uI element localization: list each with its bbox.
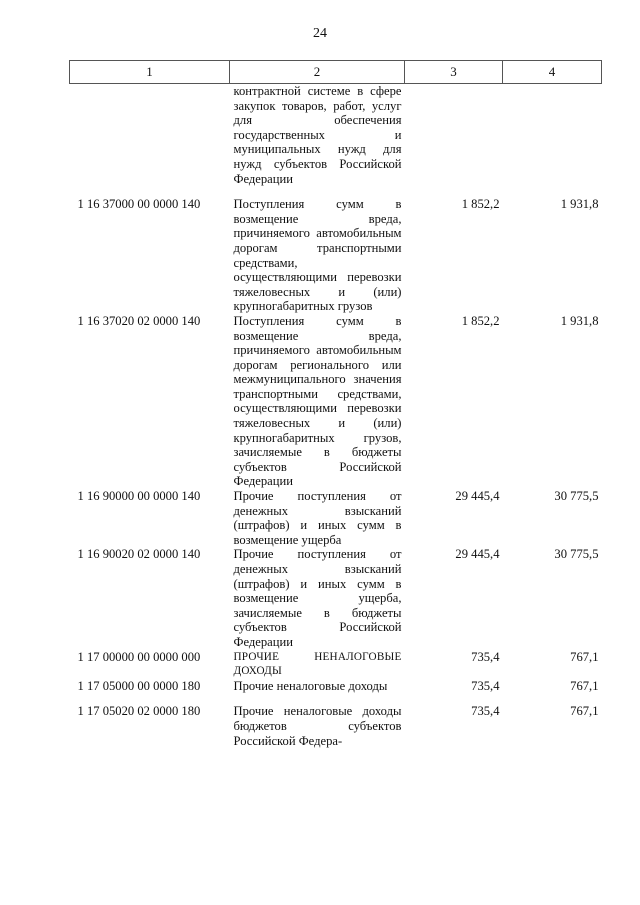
table-row <box>70 84 602 198</box>
header-col-1: 1 <box>70 61 230 84</box>
table-row <box>70 197 602 314</box>
row-name: Прочие поступления от денежных взысканий (штрафов) и иных сумм в возмещение ущерба, зачисляемые в бюджеты субъектов Российской Федерации <box>233 547 402 649</box>
row-value-col4 <box>503 84 602 198</box>
row-value-col4: 30 775,5 <box>554 547 599 562</box>
row-code: 1 16 90000 00 0000 140 <box>77 489 201 504</box>
row-code: 1 17 05000 00 0000 180 <box>77 678 201 693</box>
row-code: 1 17 05020 02 0000 180 <box>77 704 201 719</box>
row-value-col4: 767,1 <box>570 649 599 664</box>
table-row <box>70 314 602 489</box>
table-row <box>70 489 602 547</box>
row-value-col4: 767,1 <box>570 704 599 719</box>
row-value-col4: 767,1 <box>570 678 599 693</box>
row-name: Поступления сумм в возмещение вреда, причиняемого автомобильным дорогам транспортными средствами, осуществляющими перевозки тяжеловесных и (или) крупногабаритных грузов <box>233 197 402 314</box>
row-value-col3: 1 852,2 <box>461 197 500 212</box>
row-code: 1 17 00000 00 0000 000 <box>77 649 201 664</box>
row-value-col4: 30 775,5 <box>554 489 599 504</box>
row-value-col3: 735,4 <box>471 704 500 719</box>
row-name: контрактной системе в сфере закупок товаров, работ, услуг для обеспечения государственных и муниципальных нужд для нужд субъектов Российской Федерации <box>233 84 402 186</box>
row-value-col3: 735,4 <box>471 678 500 693</box>
row-code: 1 16 90020 02 0000 140 <box>77 547 201 562</box>
row-value-col4: 1 931,8 <box>560 197 599 212</box>
header-col-3: 3 <box>405 61 503 84</box>
row-name: ПРОЧИЕ НЕНАЛОГОВЫЕ ДОХОДЫ <box>233 650 402 678</box>
row-value-col3: 29 445,4 <box>455 489 500 504</box>
table-row <box>70 679 602 705</box>
header-col-4: 4 <box>503 61 602 84</box>
table-row <box>70 650 602 679</box>
table-row <box>70 704 602 748</box>
row-name: Прочие поступления от денежных взысканий (штрафов) и иных сумм в возмещение ущерба <box>233 489 402 547</box>
row-code: 1 16 37000 00 0000 140 <box>77 197 201 212</box>
header-col-2: 2 <box>230 61 405 84</box>
page-number: 24 <box>313 26 327 41</box>
row-value-col3: 735,4 <box>471 649 500 664</box>
row-name: Поступления сумм в возмещение вреда, причиняемого автомобильным дорогам регионального или межмуниципального значения транспортными средствами, осуществляющими перевозки тяжеловесных и (или) крупногабаритных грузов, зачисляемые в бюджеты субъектов Российской Федерации <box>233 313 402 489</box>
row-code <box>70 84 230 198</box>
revenue-table <box>69 60 602 748</box>
row-value-col3 <box>405 84 503 198</box>
row-value-col3: 1 852,2 <box>461 313 500 328</box>
row-value-col4: 1 931,8 <box>560 313 599 328</box>
row-value-col3: 29 445,4 <box>455 547 500 562</box>
row-code: 1 16 37020 02 0000 140 <box>77 313 201 328</box>
row-name: Прочие неналоговые доходы <box>233 678 388 693</box>
table-row <box>70 547 602 649</box>
table-header <box>70 61 602 84</box>
row-name: Прочие неналоговые доходы бюджетов субъектов Российской Федера- <box>233 704 402 748</box>
